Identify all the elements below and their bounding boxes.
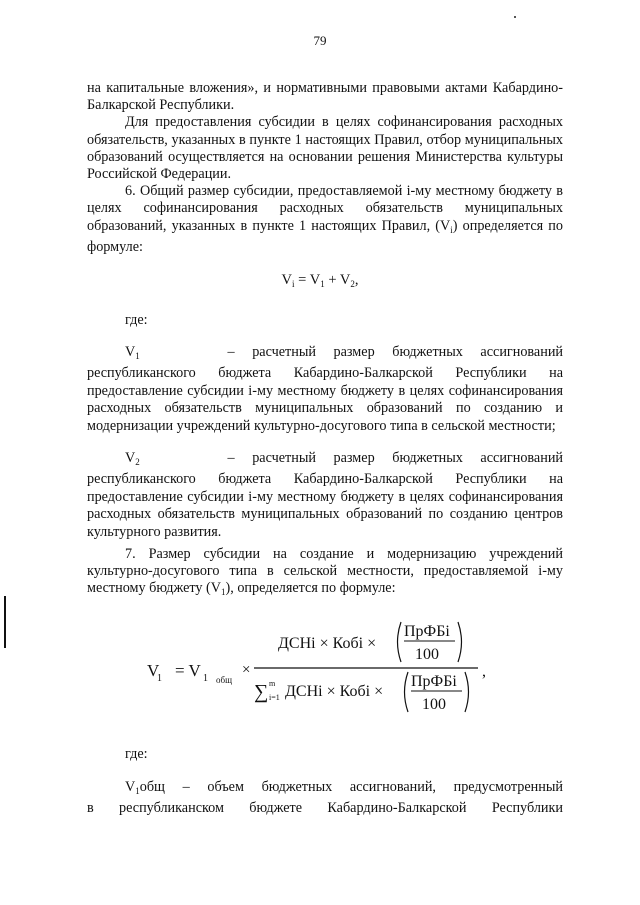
formula-denominator-frac-bottom: 100 bbox=[422, 696, 446, 713]
paragraph-6-sub: i bbox=[450, 224, 453, 235]
definition-v1-body: республиканского бюджета Кабардино-Балкарской Республики на предоставление субсидии i-му местному бюджету в целях софинансирования расходных обязательств муниципальных образований по созданию и модернизации учреждений культурно-досугового типа в сельской местности; bbox=[87, 365, 563, 434]
formula-sum-bottom: i=1 bbox=[269, 693, 280, 702]
definition-v1-total-first-line bbox=[87, 779, 563, 800]
formula-numerator-term: ДСНi × Кобi × bbox=[278, 635, 377, 652]
paragraph-7-sub: 1 bbox=[221, 587, 226, 598]
paragraph-selection: Для предоставления субсидии в целях софинансирования расходных обязательств, указанных в пункте 1 настоящих Правил, отбор муниципальных образований осуществляется на основании решения Министерства культуры Российской Федерации. bbox=[87, 114, 563, 183]
formula-lhs: V bbox=[147, 661, 160, 680]
definition-v2-sub: 2 bbox=[135, 457, 140, 467]
page-number: 79 bbox=[313, 33, 327, 48]
paragraph-7 bbox=[87, 546, 563, 602]
formula-total bbox=[0, 272, 640, 289]
formula-denominator-frac-top: ПрФБi bbox=[411, 673, 457, 690]
formula-denominator-term: ДСНi × Кобi × bbox=[285, 683, 384, 700]
formula-total-plus: + V bbox=[324, 272, 351, 288]
paragraph-6-text: 6. Общий размер субсидии, предоставляемой i-му местному бюджету в целях софинансирования расходных обязательств муниципальных образований, указанных в пункте 1 настоящих Правил, (V bbox=[87, 183, 563, 234]
paragraph-7-text: 7. Размер субсидии на создание и модернизацию учреждений культурно-досугового типа в сельской местности, предоставляемой i-му местному бюджету (V bbox=[87, 546, 563, 597]
formula-times: × bbox=[242, 662, 251, 678]
formula-total-sub2: 2 bbox=[350, 279, 355, 289]
paragraph-continuation: на капитальные вложения», и нормативными правовыми актами Кабардино-Балкарской Республики. bbox=[87, 80, 563, 114]
formula-obsh: общ bbox=[216, 675, 233, 685]
definition-v2-body: республиканского бюджета Кабардино-Балкарской Республики на предоставление субсидии i-му местному бюджету в целях софинансирования расходных обязательств муниципальных образований по созданию центров культурного развития. bbox=[87, 471, 563, 540]
body-text-7 bbox=[87, 546, 563, 602]
formula-lhs-sub: 1 bbox=[157, 673, 162, 684]
definition-v1-sub: 1 bbox=[135, 351, 140, 361]
definition-v1-total-second-line: в республиканском бюджете Кабардино-Балкарской Республики bbox=[87, 800, 563, 817]
formula-total-tail: , bbox=[354, 272, 359, 288]
definition-v2 bbox=[87, 450, 563, 541]
formula-den-paren-left bbox=[405, 672, 409, 712]
paragraph-7-end: ), определяется по формуле: bbox=[225, 580, 396, 597]
definition-v1-total-symbol: V bbox=[125, 779, 136, 795]
formula-total-sub1: 1 bbox=[320, 279, 325, 289]
scan-speck bbox=[514, 16, 516, 18]
definition-v1-first-line bbox=[87, 344, 563, 365]
paragraph-6-end: ) определяется по формуле: bbox=[87, 217, 563, 255]
formula-eq: = V bbox=[175, 661, 201, 680]
formula-sum-sign: ∑ bbox=[254, 681, 269, 703]
definition-v1-total-lead: общ – объем бюджетных ассигнований, предусмотренный bbox=[139, 779, 563, 795]
definition-v1-lead: – расчетный размер бюджетных ассигнований bbox=[227, 344, 564, 360]
definition-v2-first-line bbox=[87, 450, 563, 471]
formula-total-lhs: V bbox=[281, 272, 293, 288]
formula-tail: , bbox=[482, 663, 486, 680]
formula-subsidy bbox=[120, 612, 520, 722]
formula-num-paren-right bbox=[458, 622, 462, 662]
formula-sum-top: m bbox=[269, 679, 276, 688]
definition-v1-symbol: V bbox=[125, 344, 136, 360]
formula-eq-sub: 1 bbox=[203, 673, 208, 684]
definition-v1-total bbox=[87, 779, 563, 818]
formula-den-paren-right bbox=[465, 672, 469, 712]
formula-total-eq: = V bbox=[294, 272, 321, 288]
where-label-1: где: bbox=[125, 312, 148, 328]
paragraph-6 bbox=[87, 183, 563, 256]
formula-numerator-frac-bottom: 100 bbox=[415, 646, 439, 663]
formula-numerator-frac-top: ПрФБi bbox=[404, 623, 450, 640]
definition-v2-lead: – расчетный размер бюджетных ассигнований bbox=[227, 450, 564, 466]
definition-v1 bbox=[87, 344, 563, 435]
formula-num-paren-left bbox=[398, 622, 402, 662]
scan-margin-mark bbox=[4, 596, 6, 648]
body-text-top bbox=[87, 80, 563, 256]
where-label-2: где: bbox=[125, 746, 148, 762]
definition-v2-symbol: V bbox=[125, 450, 136, 466]
definition-v1-total-sub: 1 bbox=[135, 786, 140, 796]
formula-total-lhs-sub: i bbox=[292, 279, 295, 289]
